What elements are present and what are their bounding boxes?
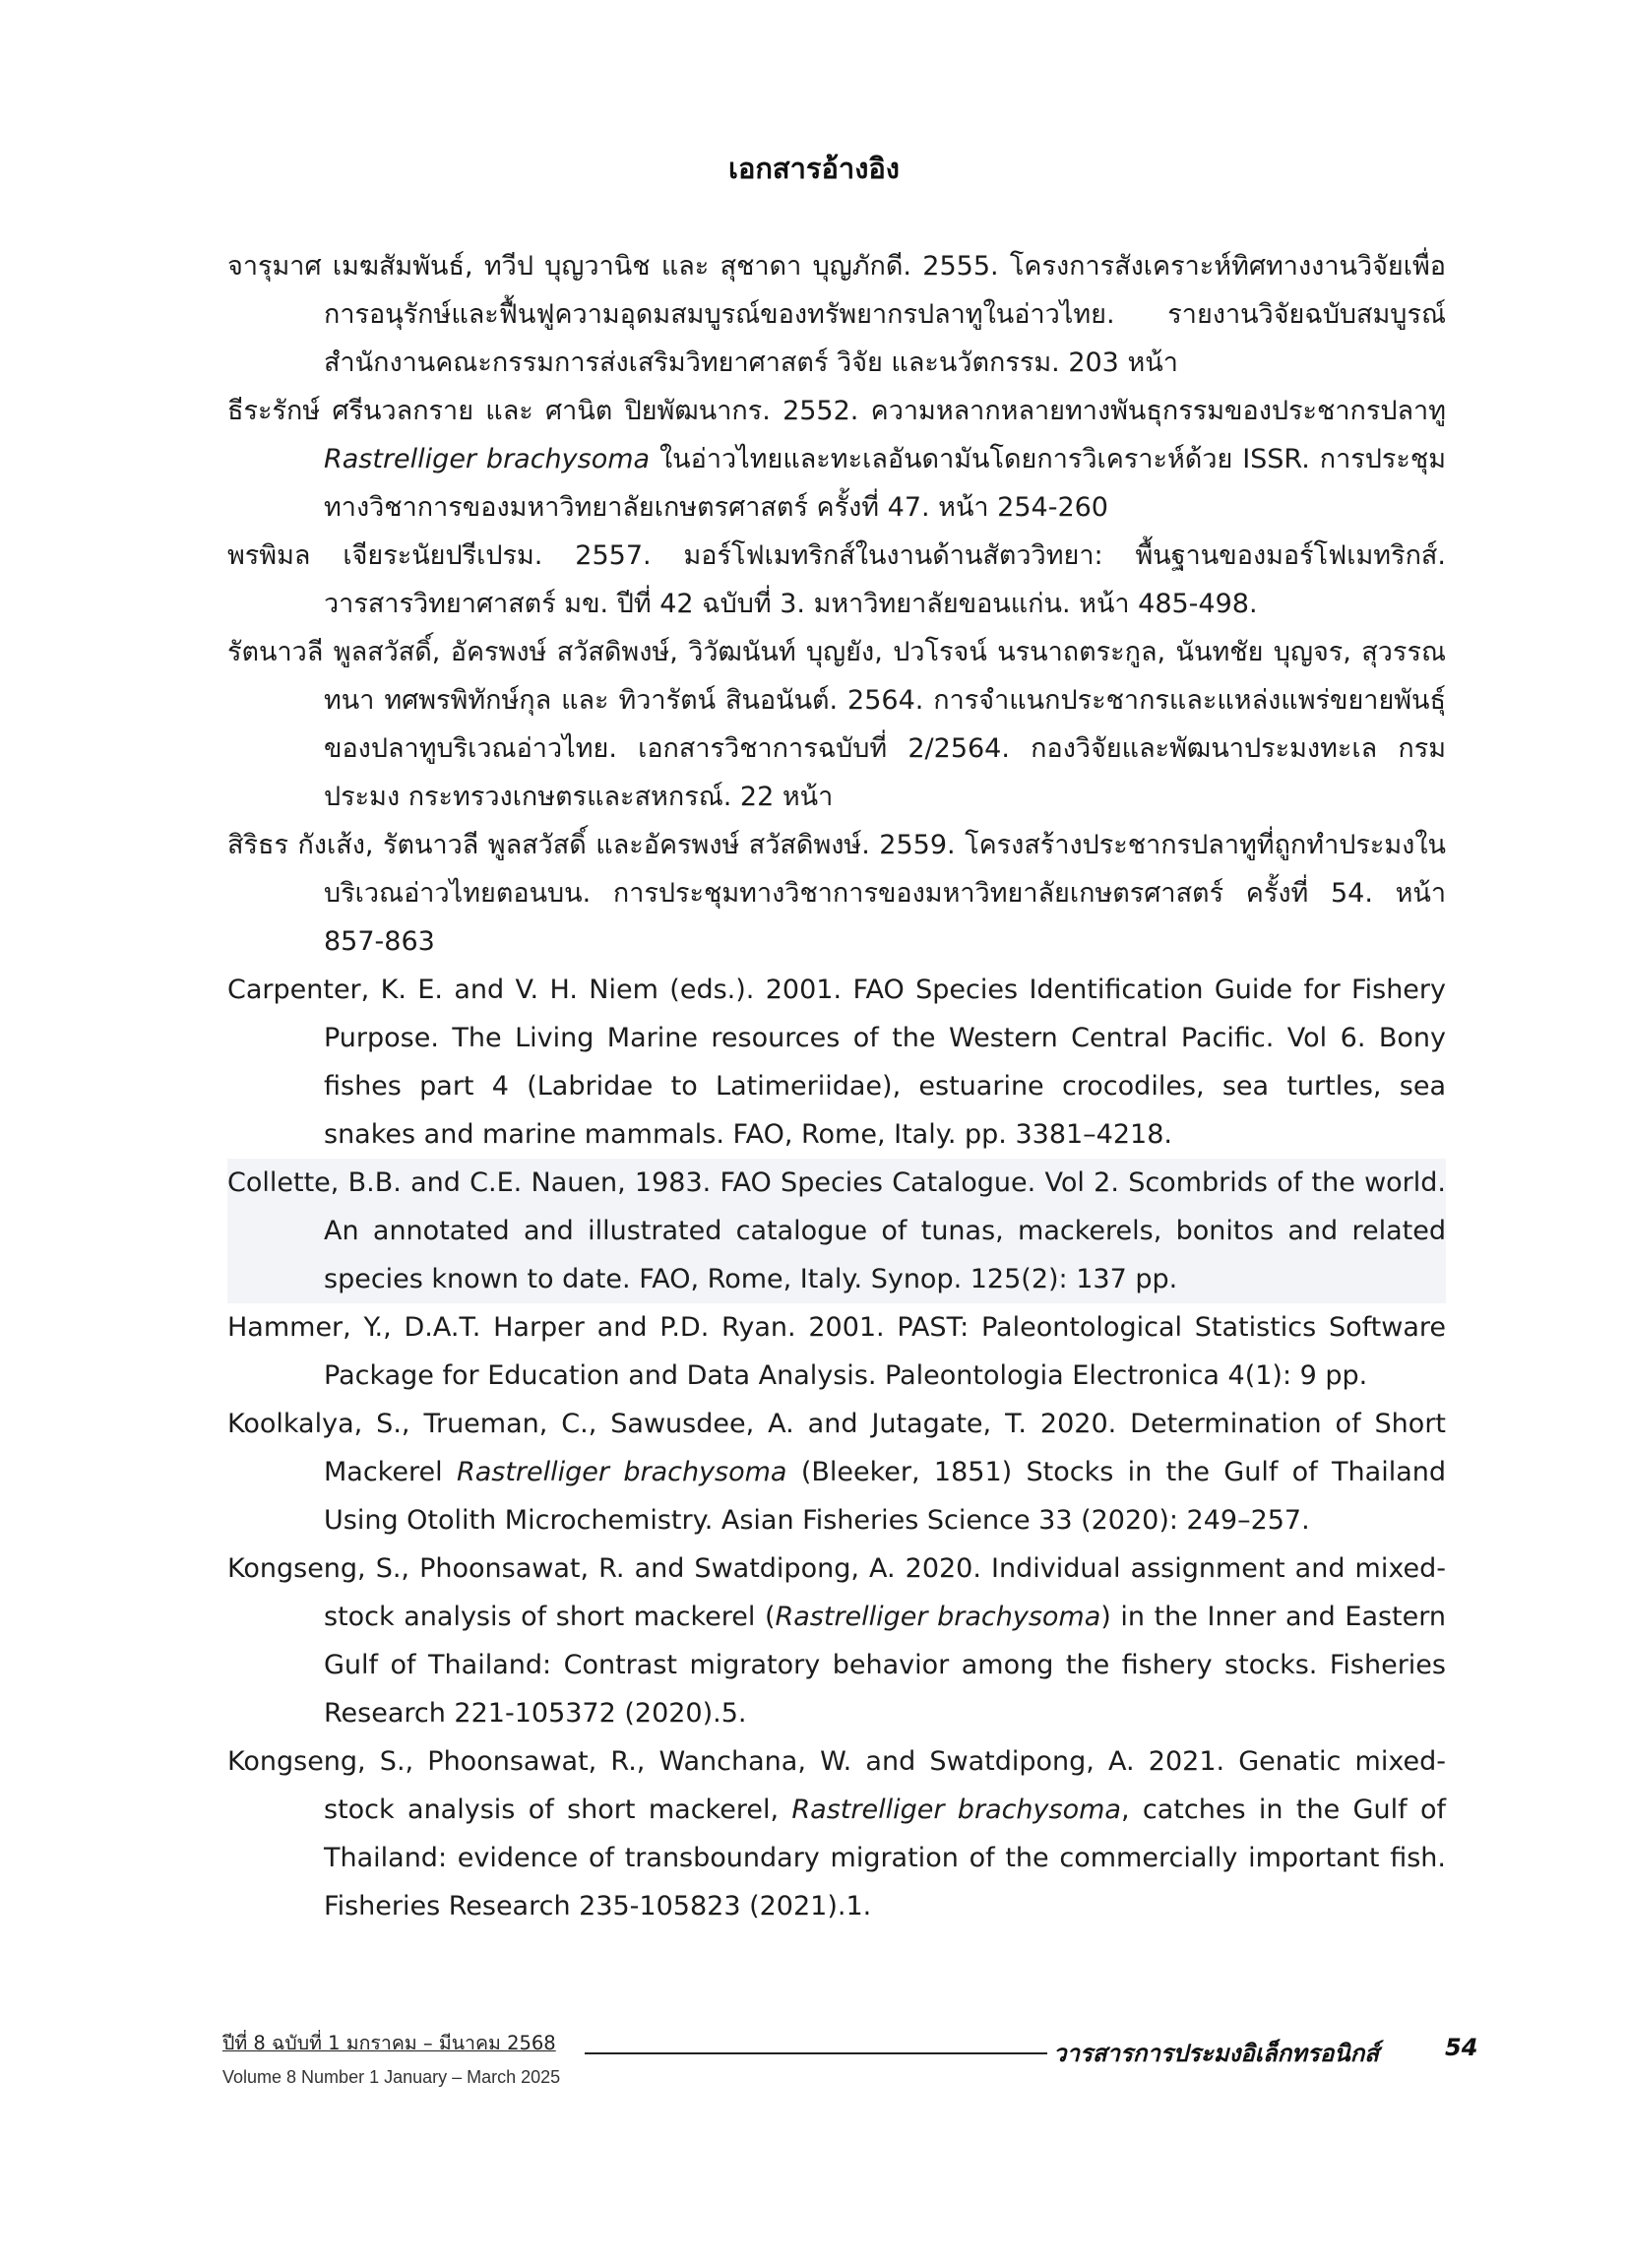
reference-text: , catches in the Gulf of Thailand: evidence of transboundary migration of the commercially important fish. Fisheries Research 235-105823 (2021).1. bbox=[324, 1795, 1446, 1922]
reference-text: Collette, B.B. and C.E. Nauen, 1983. FAO Species Catalogue. Vol 2. Scombrids of the world. An annotated and illustrated catalogue of tunas, mackerels, bonitos and related species known to date. FAO, Rome, Italy. Synop. 125(2): 137 pp. bbox=[227, 1167, 1446, 1294]
reference-entry bbox=[227, 1303, 1446, 1400]
reference-entry bbox=[227, 387, 1446, 532]
footer-issue-english: Volume 8 Number 1 January – March 2025 bbox=[222, 2067, 561, 2087]
reference-entry bbox=[227, 966, 1446, 1159]
reference-text: Carpenter, K. E. and V. H. Niem (eds.). 2001. FAO Species Identification Guide for Fishery Purpose. The Living Marine resources of the Western Central Pacific. Vol 6. Bony fishes part 4 (Labridae to Latimeriidae), estuarine crocodiles, sea turtles, sea snakes and marine mammals. FAO, Rome, Italy. pp. 3381–4218. bbox=[227, 975, 1446, 1150]
reference-entry bbox=[227, 1159, 1446, 1303]
reference-text: พรพิมล เจียระนัยปรีเปรม. 2557. มอร์โฟเมทริกส์ในงานด้านสัตววิทยา: พื้นฐานของมอร์โฟเมทริกส์. วารสารวิทยาศาสตร์ มข. ปีที่ 42 ฉบับที่ 3. มหาวิทยาลัยขอนแก่น. หน้า 485-498. bbox=[227, 540, 1446, 619]
reference-text: Koolkalya, S., Trueman, C., Sawusdee, A. and Jutagate, T. 2020. Determination of Short Mackerel bbox=[227, 1409, 1446, 1487]
reference-text: จารุมาศ เมฆสัมพันธ์, ทวีป บุญวานิช และ สุชาดา บุญภักดี. 2555. โครงการสังเคราะห์ทิศทางงานวิจัยเพื่อการอนุรักษ์และฟื้นฟูความอุดมสมบูรณ์ของทรัพยากรปลาทูในอ่าวไทย. รายงานวิจัยฉบับสมบูรณ์ สำนักงานคณะกรรมการส่งเสริมวิทยาศาสตร์ วิจัย และนวัตกรรม. 203 หน้า bbox=[227, 251, 1446, 378]
species-name: Rastrelliger brachysoma bbox=[324, 444, 651, 474]
footer-journal-name: วารสารการประมงอิเล็กทรอนิกส์ bbox=[1053, 2040, 1379, 2067]
reference-text: รัตนาวลี พูลสวัสดิ์, อัครพงษ์ สวัสดิพงษ์, วิวัฒนันท์ บุญยัง, ปวโรจน์ นรนาถตระกูล, นันทชัย บุญจร, สุวรรณทนา ทศพรพิทักษ์กุล และ ทิวารัตน์ สินอนันต์. 2564. การจำแนกประชากรและแหล่งแพร่ขยายพันธุ์ของปลาทูบริเวณอ่าวไทย. เอกสารวิชาการฉบับที่ 2/2564. กองวิจัยและพัฒนาประมงทะเล กรมประมง กระทรวงเกษตรและสหกรณ์. 22 หน้า bbox=[227, 637, 1446, 812]
species-name: Rastrelliger brachysoma bbox=[775, 1602, 1101, 1632]
reference-entry bbox=[227, 821, 1446, 966]
page-number: 54 bbox=[1445, 2034, 1478, 2061]
page-title: เอกสารอ้างอิง bbox=[728, 152, 900, 185]
reference-text: ) in the Inner and Eastern Gulf of Thailand: Contrast migratory behavior among the fishery stocks. Fisheries Research 221-105372 (2020).5. bbox=[324, 1602, 1446, 1729]
reference-entry bbox=[227, 1737, 1446, 1930]
reference-entry bbox=[227, 242, 1446, 387]
species-name: Rastrelliger brachysoma bbox=[791, 1795, 1121, 1825]
reference-text: ธีระรักษ์ ศรีนวลกราย และ ศานิต ปิยพัฒนากร. 2552. ความหลากหลายทางพันธุกรรมของประชากรปลาทู bbox=[227, 396, 1446, 426]
reference-text: Kongseng, S., Phoonsawat, R. and Swatdipong, A. 2020. Individual assignment and mixed-stock analysis of short mackerel ( bbox=[227, 1553, 1446, 1632]
reference-text: (Bleeker, 1851) Stocks in the Gulf of Thailand Using Otolith Microchemistry. Asian Fisheries Science 33 (2020): 249–257. bbox=[324, 1457, 1446, 1536]
reference-list bbox=[227, 242, 1446, 1930]
reference-text: ในอ่าวไทยและทะเลอันดามันโดยการวิเคราะห์ด้วย ISSR. การประชุมทางวิชาการของมหาวิทยาลัยเกษตรศาสตร์ ครั้งที่ 47. หน้า 254-260 bbox=[324, 444, 1446, 523]
species-name: Rastrelliger brachysoma bbox=[456, 1457, 787, 1487]
footer-divider bbox=[585, 2052, 1047, 2054]
footer-issue-thai: ปีที่ 8 ฉบับที่ 1 มกราคม – มีนาคม 2568 bbox=[222, 2032, 556, 2054]
reference-entry bbox=[227, 532, 1446, 628]
reference-entry bbox=[227, 628, 1446, 821]
reference-text: Kongseng, S., Phoonsawat, R., Wanchana, W. and Swatdipong, A. 2021. Genatic mixed-stock analysis of short mackerel, bbox=[227, 1746, 1446, 1825]
reference-text: สิริธร กังเส้ง, รัตนาวลี พูลสวัสดิ์ และอัครพงษ์ สวัสดิพงษ์. 2559. โครงสร้างประชากรปลาทูที่ถูกทำประมงในบริเวณอ่าวไทยตอนบน. การประชุมทางวิชาการของมหาวิทยาลัยเกษตรศาสตร์ ครั้งที่ 54. หน้า 857-863 bbox=[227, 830, 1446, 957]
reference-text: Hammer, Y., D.A.T. Harper and P.D. Ryan. 2001. PAST: Paleontological Statistics Software Package for Education and Data Analysis. Paleontologia Electronica 4(1): 9 pp. bbox=[227, 1312, 1446, 1391]
reference-entry bbox=[227, 1400, 1446, 1544]
reference-entry bbox=[227, 1544, 1446, 1737]
